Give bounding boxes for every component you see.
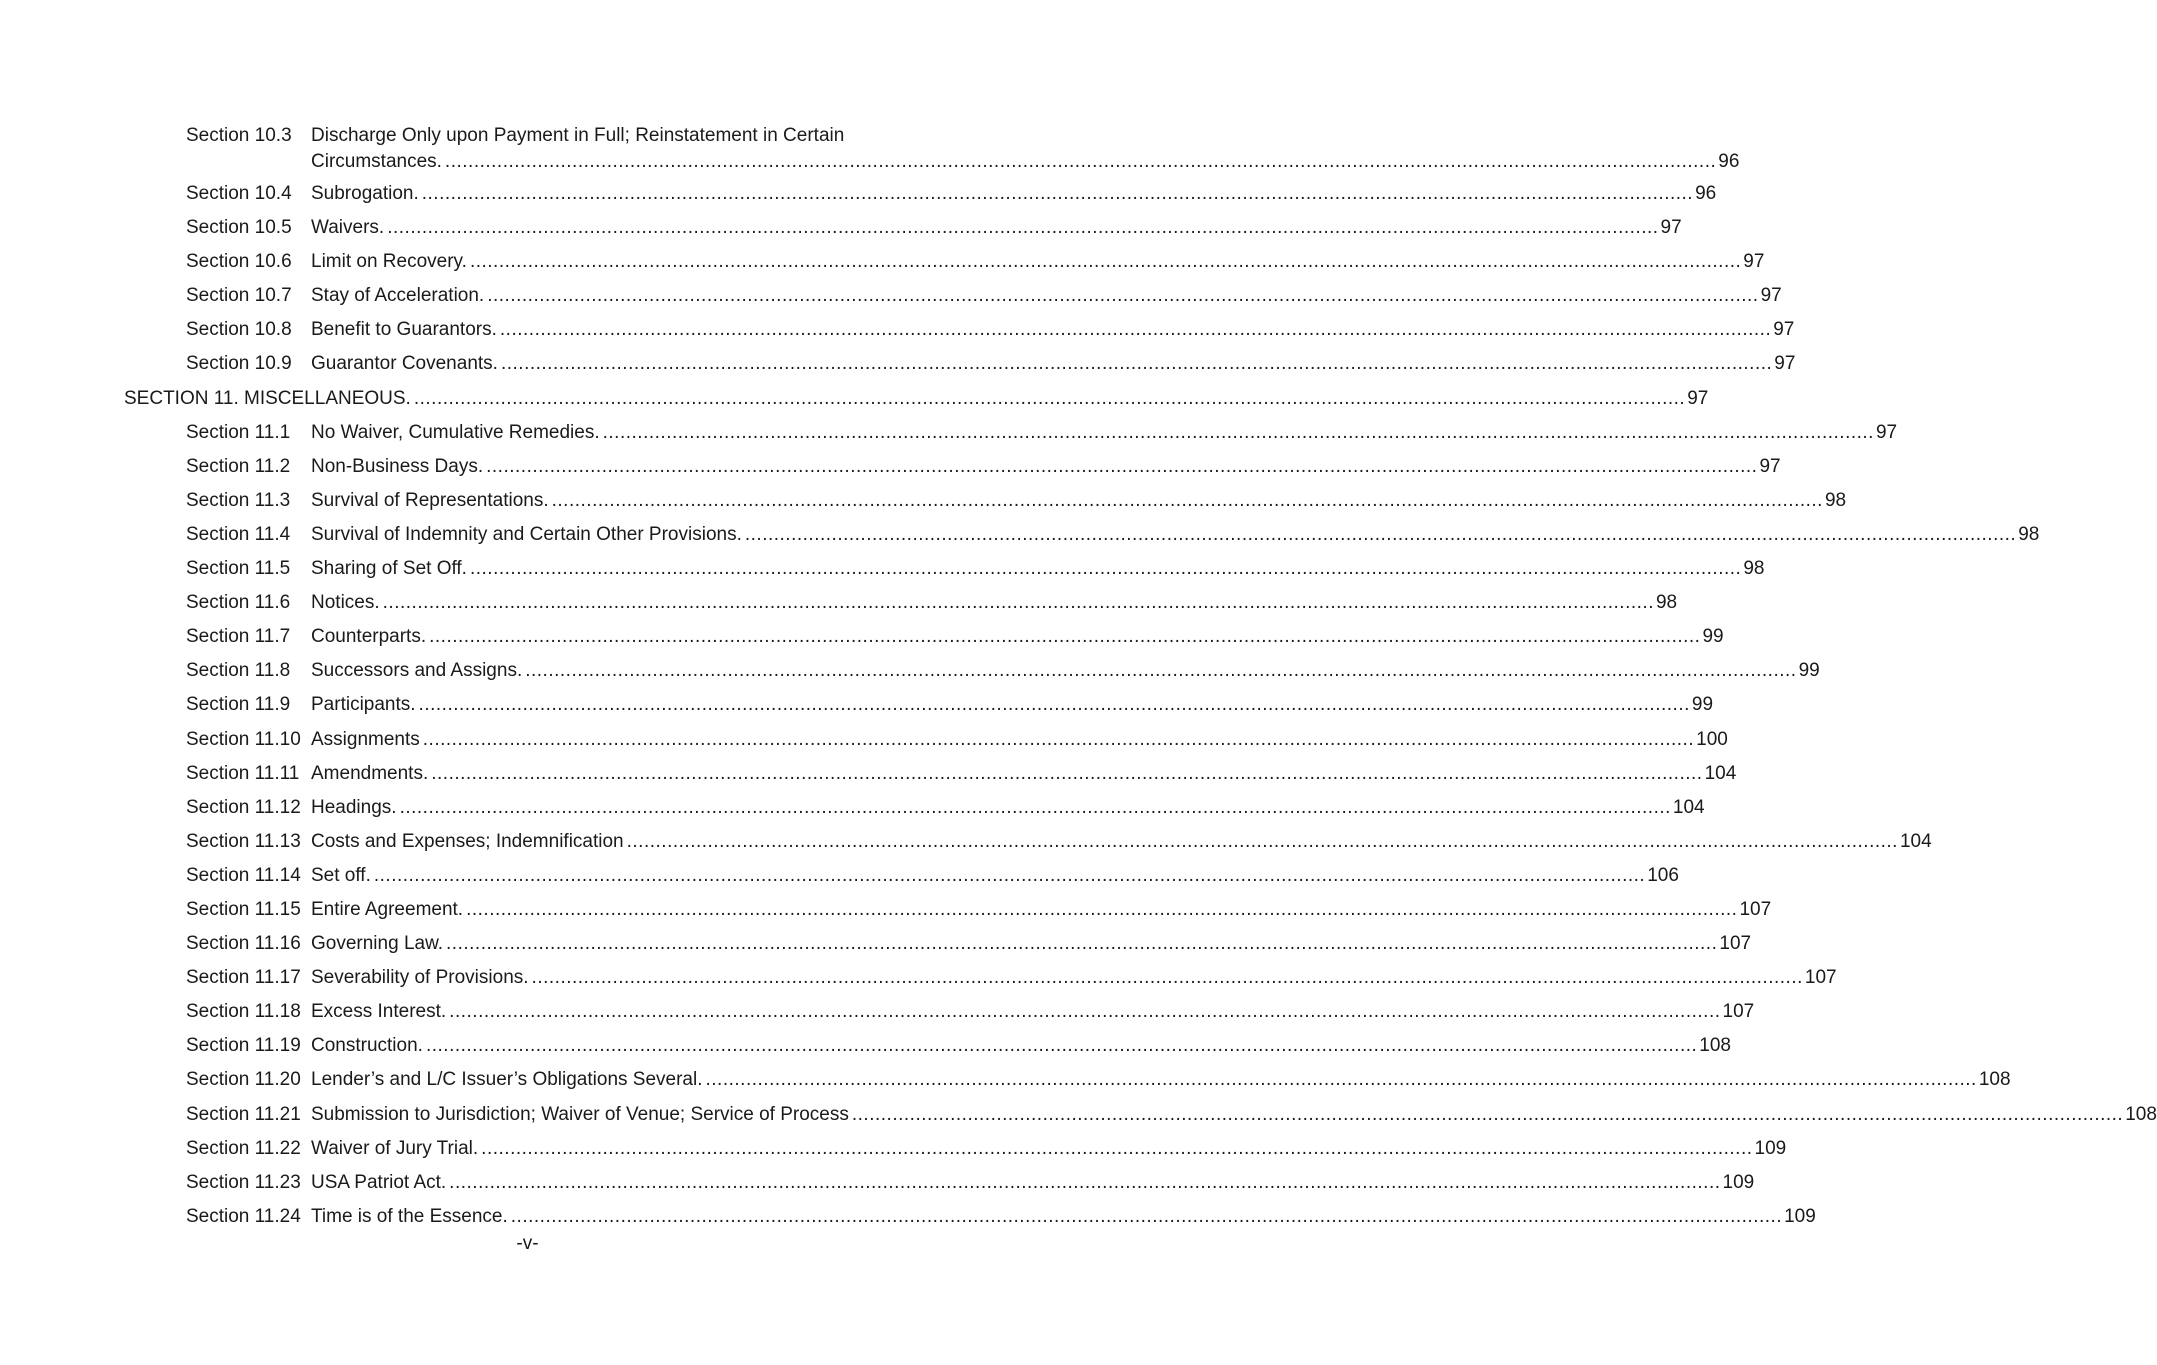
toc-title: Non-Business Days.	[311, 455, 484, 477]
toc-entry-11-11[interactable]	[0, 761, 1737, 795]
toc-section-number: Section 10.8	[186, 319, 292, 341]
toc-section-number: Section 11.10	[186, 728, 301, 750]
toc-entry-11-10[interactable]	[0, 727, 1728, 761]
toc-page-number: 107	[1722, 1001, 1755, 1023]
toc-page-number: 98	[2018, 523, 2040, 545]
toc-entry-10-4[interactable]	[0, 181, 1717, 215]
toc-entry-11-17[interactable]	[0, 965, 1837, 999]
toc-entry-11-2[interactable]	[0, 454, 1781, 488]
toc-page-number: 99	[1691, 694, 1714, 716]
toc-entry-11-1[interactable]	[0, 420, 1898, 454]
toc-page-number: 107	[1804, 967, 1837, 989]
dot-leader: ............................................................................................................................................................................................................................	[382, 592, 1654, 614]
dot-leader: ............................................................................................................................................................................................................................	[446, 933, 1718, 955]
toc-title: Circumstances.	[311, 151, 442, 172]
toc-entry-10-9[interactable]	[0, 351, 1796, 385]
dot-leader: ............................................................................................................................................................................................................................	[551, 489, 1823, 511]
toc-page-number: 108	[2125, 1103, 2157, 1125]
dot-leader: ............................................................................................................................................................................................................................	[500, 353, 1773, 375]
dot-leader: ............................................................................................................................................................................................................................	[705, 1069, 1977, 1091]
toc-section-number: Section 10.9	[186, 353, 292, 375]
dot-leader: ............................................................................................................................................................................................................................	[744, 523, 2017, 545]
toc-title: Participants.	[311, 694, 416, 716]
toc-section-number: Section 11.20	[186, 1069, 301, 1091]
toc-title: Benefit to Guarantors.	[311, 319, 497, 341]
toc-entry-11-19[interactable]	[0, 1033, 1731, 1067]
dot-leader: ............................................................................................................................................................................................................................	[499, 319, 1772, 341]
toc-entry-10-3[interactable]	[0, 123, 1740, 181]
dot-leader: ............................................................................................................................................................................................................................	[531, 967, 1803, 989]
toc-page-number: 104	[1899, 830, 1932, 852]
toc-section-number: Section 11.17	[186, 967, 301, 989]
dot-leader: ............................................................................................................................................................................................................................	[481, 1137, 1753, 1159]
toc-page-number: 97	[1773, 319, 1795, 341]
toc-section-number: Section 11.24	[186, 1205, 301, 1227]
toc-page-number: 109	[1722, 1171, 1755, 1193]
toc-page-number: 96	[1718, 151, 1740, 172]
toc-title: Costs and Expenses; Indemnification	[311, 830, 624, 852]
toc-title: Stay of Acceleration.	[311, 285, 485, 307]
toc-page-number: 104	[1672, 796, 1705, 818]
toc-entry-11-9[interactable]	[0, 692, 1714, 726]
toc-entry-11-4[interactable]	[0, 522, 2040, 556]
toc-section-number: Section 10.7	[186, 285, 292, 307]
toc-section-number: Section 11.8	[186, 660, 291, 682]
toc-section-number: Section 10.4	[186, 183, 292, 204]
toc-page-number: 108	[1699, 1035, 1731, 1057]
toc-entry-11-6[interactable]	[0, 590, 1678, 624]
toc-page-number: 97	[1774, 353, 1796, 375]
toc-section-number: Section 11.7	[186, 626, 291, 648]
toc-section-number: Section 11.18	[186, 1001, 301, 1023]
toc-entry-11-5[interactable]	[0, 556, 1765, 590]
dot-leader: ............................................................................................................................................................................................................................	[425, 1035, 1698, 1057]
toc-page-number: 98	[1743, 558, 1765, 580]
toc-page-number: 104	[1704, 762, 1737, 784]
dot-leader: ............................................................................................................................................................................................................................	[525, 660, 1797, 682]
toc-section-number: Section 11.5	[186, 558, 291, 580]
toc-title: Limit on Recovery.	[311, 251, 467, 273]
toc-title: Construction.	[311, 1035, 423, 1057]
toc-section-number: Section 11.16	[186, 933, 301, 955]
toc-title: Survival of Indemnity and Certain Other Provisions.	[311, 523, 742, 545]
toc-page-number: 96	[1695, 183, 1717, 204]
toc-section-number: Section 11.4	[186, 523, 291, 545]
toc-section-number: Section 11.2	[186, 455, 291, 477]
toc-title: Successors and Assigns.	[311, 660, 523, 682]
toc-page-number: 100	[1696, 728, 1728, 750]
toc-entry-11-22[interactable]	[0, 1136, 1787, 1170]
toc-title: Time is of the Essence.	[311, 1205, 508, 1227]
dot-leader: ............................................................................................................................................................................................................................	[449, 1171, 1721, 1193]
dot-leader: ............................................................................................................................................................................................................................	[469, 251, 1742, 273]
toc-title: Counterparts.	[311, 626, 427, 648]
dot-leader: ............................................................................................................................................................................................................................	[413, 387, 1686, 409]
toc-entry-10-8[interactable]	[0, 317, 1795, 351]
toc-entry-11-23[interactable]	[0, 1170, 1755, 1204]
toc-section-number: Section 11.23	[186, 1171, 301, 1193]
toc-section-number: Section 10.3	[186, 125, 292, 146]
toc-section-number: Section 11.12	[186, 796, 301, 818]
dot-leader: ............................................................................................................................................................................................................................	[510, 1205, 1783, 1227]
dot-leader: ............................................................................................................................................................................................................................	[487, 285, 1759, 307]
toc-section-number: Section 11.15	[186, 898, 301, 920]
dot-leader: ............................................................................................................................................................................................................................	[429, 626, 1701, 648]
dot-leader: ............................................................................................................................................................................................................................	[851, 1103, 2124, 1125]
toc-entry-11-7[interactable]	[0, 624, 1724, 658]
dot-leader: ............................................................................................................................................................................................................................	[399, 796, 1671, 818]
toc-page-number: 97	[1687, 387, 1709, 409]
toc-section-number: Section 11.3	[186, 489, 291, 511]
toc-entry-11-15[interactable]	[0, 897, 1772, 931]
toc-heading: SECTION 11. MISCELLANEOUS.	[124, 387, 411, 409]
toc-page-number: 108	[1978, 1069, 2011, 1091]
toc-page-number: 97	[1760, 285, 1782, 307]
toc-title: Amendments.	[311, 762, 429, 784]
toc-section-number: Section 11.9	[186, 694, 291, 716]
toc-entry-11-12[interactable]	[0, 795, 1705, 829]
toc-page-number: 97	[1660, 217, 1682, 239]
toc-title: Set off.	[311, 864, 371, 886]
toc-entry-section-11[interactable]	[0, 386, 1709, 420]
toc-entry-11-8[interactable]	[0, 658, 1820, 692]
dot-leader: ............................................................................................................................................................................................................................	[444, 151, 1717, 172]
toc-section-number: Section 10.6	[186, 251, 292, 273]
toc-entry-11-3[interactable]	[0, 488, 1847, 522]
toc-page-number: 98	[1824, 489, 1847, 511]
dot-leader: ............................................................................................................................................................................................................................	[469, 558, 1742, 580]
toc-page-number: 99	[1702, 626, 1724, 648]
toc-title: Submission to Jurisdiction; Waiver of Venue; Service of Process	[311, 1103, 849, 1125]
toc-section-number: Section 10.5	[186, 217, 292, 239]
toc-title: Sharing of Set Off.	[311, 558, 467, 580]
toc-entry-11-14[interactable]	[0, 863, 1679, 897]
dot-leader: ............................................................................................................................................................................................................................	[449, 1001, 1721, 1023]
toc-section-number: Section 11.11	[186, 762, 300, 784]
toc-page-number: 107	[1739, 898, 1772, 920]
toc-page-number: 97	[1759, 455, 1781, 477]
dot-leader: ............................................................................................................................................................................................................................	[466, 898, 1738, 920]
toc-section-number: Section 11.21	[186, 1103, 301, 1125]
dot-leader: ............................................................................................................................................................................................................................	[422, 728, 1695, 750]
table-of-contents	[0, 123, 2157, 1238]
dot-leader: ............................................................................................................................................................................................................................	[431, 762, 1703, 784]
dot-leader: ............................................................................................................................................................................................................................	[373, 864, 1646, 886]
toc-title: No Waiver, Cumulative Remedies.	[311, 421, 600, 443]
page-footer-number: -v-	[516, 1233, 539, 1254]
toc-title: Entire Agreement.	[311, 898, 464, 920]
toc-title: Excess Interest.	[311, 1001, 447, 1023]
toc-title-line1: Discharge Only upon Payment in Full; Reinstatement in Certain	[311, 125, 845, 146]
dot-leader: ............................................................................................................................................................................................................................	[486, 455, 1758, 477]
toc-page-number: 98	[1655, 592, 1678, 614]
toc-section-number: Section 11.22	[186, 1137, 301, 1159]
toc-entry-11-13[interactable]	[0, 829, 1932, 863]
dot-leader: ............................................................................................................................................................................................................................	[626, 830, 1898, 852]
toc-title: Assignments	[311, 728, 420, 750]
toc-entry-11-21[interactable]	[0, 1102, 2157, 1136]
toc-page-number: 97	[1875, 421, 1898, 443]
toc-entry-10-5[interactable]	[0, 215, 1682, 249]
toc-title: Waiver of Jury Trial.	[311, 1137, 479, 1159]
toc-page-number: 107	[1719, 933, 1752, 955]
toc-title: Headings.	[311, 796, 397, 818]
toc-title: Waivers.	[311, 217, 385, 239]
toc-title: Subrogation.	[311, 183, 419, 204]
toc-title: Severability of Provisions.	[311, 967, 529, 989]
toc-page-number: 109	[1784, 1205, 1816, 1227]
toc-title: Guarantor Covenants.	[311, 353, 498, 375]
toc-page-number: 106	[1647, 864, 1679, 886]
toc-section-number: Section 11.1	[186, 421, 291, 443]
toc-page-number: 97	[1743, 251, 1765, 273]
dot-leader: ............................................................................................................................................................................................................................	[418, 694, 1690, 716]
toc-entry-10-7[interactable]	[0, 283, 1782, 317]
toc-section-number: Section 11.6	[186, 592, 291, 614]
toc-section-number: Section 11.13	[186, 830, 301, 852]
toc-section-number: Section 11.19	[186, 1035, 301, 1057]
toc-title: Governing Law.	[311, 933, 444, 955]
toc-title: Lender’s and L/C Issuer’s Obligations Several.	[311, 1069, 703, 1091]
dot-leader: ............................................................................................................................................................................................................................	[421, 183, 1694, 204]
toc-title: Notices.	[311, 592, 380, 614]
toc-title: Survival of Representations.	[311, 489, 549, 511]
toc-title: USA Patriot Act.	[311, 1171, 447, 1193]
toc-entry-11-20[interactable]	[0, 1067, 2011, 1101]
toc-entry-10-6[interactable]	[0, 249, 1765, 283]
toc-page-number: 109	[1754, 1137, 1787, 1159]
toc-entry-11-16[interactable]	[0, 931, 1752, 965]
toc-page-number: 99	[1798, 660, 1820, 682]
dot-leader: ............................................................................................................................................................................................................................	[602, 421, 1874, 443]
toc-entry-11-18[interactable]	[0, 999, 1755, 1033]
toc-section-number: Section 11.14	[186, 864, 301, 886]
dot-leader: ............................................................................................................................................................................................................................	[387, 217, 1659, 239]
